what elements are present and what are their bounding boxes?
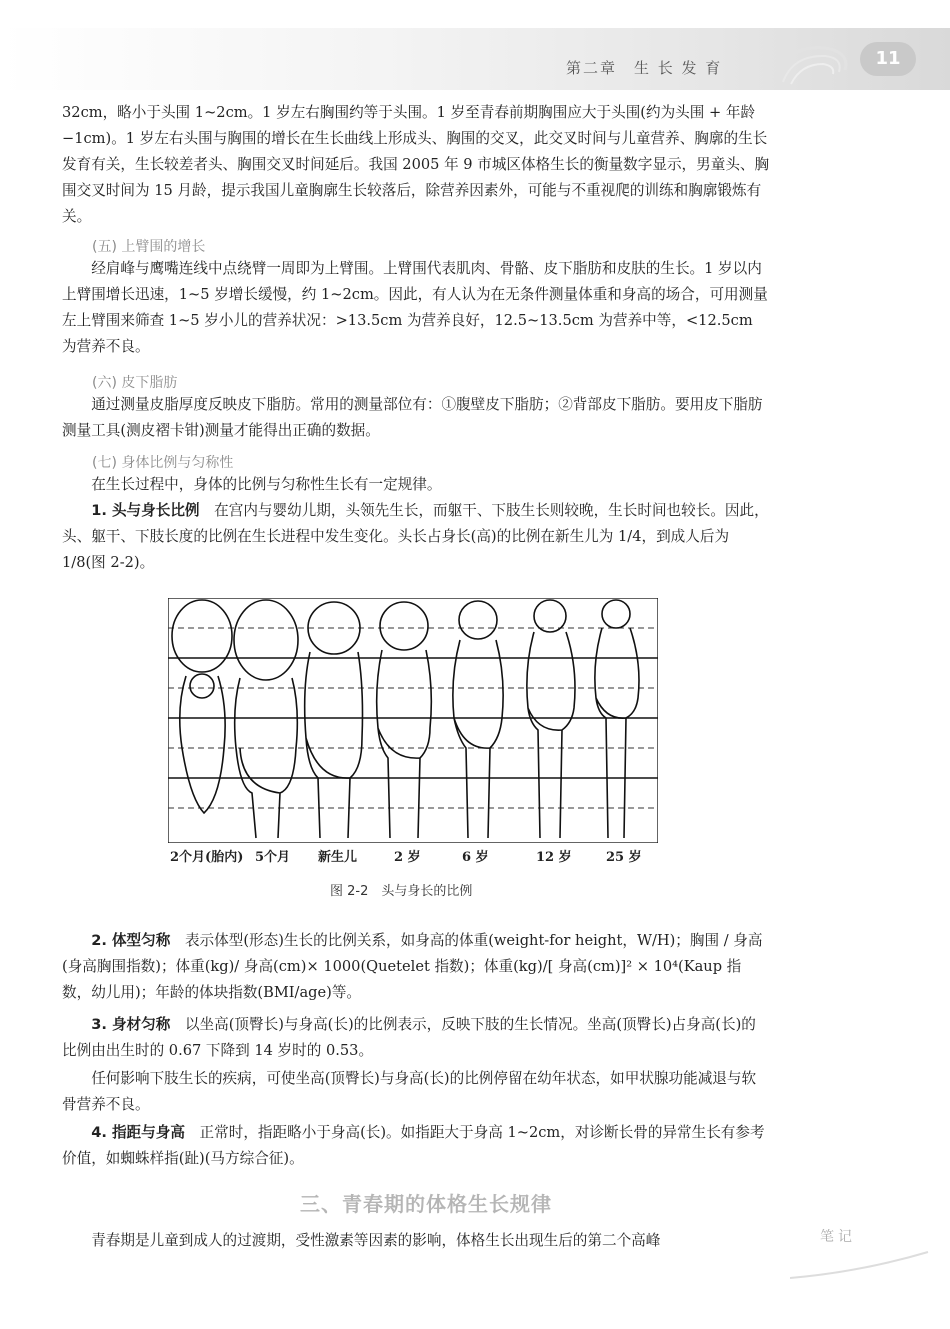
figure-label-5-months: 5个月 bbox=[255, 850, 291, 865]
item-head-length-title: 1. 头与身长比例 bbox=[91, 502, 200, 519]
paragraph-chest: 32cm，略小于头围 1~2cm。1 岁左右胸围约等于头围。1 岁至青春前期胸围应大于头围(约为头围 + 年龄 −1cm)。1 岁左右头围与胸围的增长在生长曲线上形成头、胸围的交叉，此交叉时间与儿童营养、胸廓的生长发育有关，生长较差者头、胸围交叉时间延后。我国 2005 年 9 市城区体格生长的衡量数字显示，男童头、胸围交叉时间为 15 月龄，提示我国儿童胸廓生长较落后，除营养因素外，可能与不重视爬的训练和胸廓锻炼有关。 bbox=[62, 104, 770, 225]
item-arm-span-title: 4. 指距与身高 bbox=[91, 1124, 185, 1141]
paragraph-subcutaneous-fat: 通过测量皮脂厚度反映皮下脂肪。常用的测量部位有：①腹壁皮下脂肪；②背部皮下脂肪。要用皮下脂肪测量工具(测皮褶卡钳)测量才能得出正确的数据。 bbox=[62, 396, 763, 439]
subheading-subcutaneous-fat: (六) 皮下脂肪 bbox=[92, 375, 178, 391]
margin-line-decoration bbox=[790, 1250, 930, 1280]
item-stature-text: 以坐高(顶臀长)与身高(长)的比例表示，反映下肢的生长情况。坐高(顶臀长)占身高(长)的比例由出生时的 0.67 下降到 14 岁时的 0.53。 bbox=[62, 1016, 756, 1059]
figure-label-12-years: 12 岁 bbox=[536, 850, 572, 865]
item-head-length-ratio bbox=[62, 498, 770, 576]
proportion-figure bbox=[168, 598, 658, 843]
figure-label-25-years: 25 岁 bbox=[606, 850, 642, 865]
section-title-puberty: 三、青春期的体格生长规律 bbox=[300, 1192, 552, 1216]
figure-caption: 图 2-2 头与身长的比例 bbox=[330, 884, 473, 899]
paragraph-body-proportion: 在生长过程中，身体的比例与匀称性生长有一定规律。 bbox=[91, 476, 442, 493]
item-stature-title: 3. 身材匀称 bbox=[91, 1016, 171, 1033]
figure-label-2-months: 2个月(胎内) bbox=[170, 850, 244, 865]
subheading-body-proportion: (七) 身体比例与匀称性 bbox=[92, 455, 234, 471]
figure-label-newborn: 新生儿 bbox=[318, 850, 358, 865]
chapter-title: 第二章 生 长 发 育 bbox=[566, 59, 723, 77]
item-body-shape bbox=[62, 928, 770, 1006]
item-body-shape-title: 2. 体型匀称 bbox=[91, 932, 171, 949]
figure-label-6-years: 6 岁 bbox=[462, 850, 489, 865]
item-body-shape-text: 表示体型(形态)生长的比例关系，如身高的体重(weight-for height，W/H)；胸围 / 身高(身高胸围指数)；体重(kg)/ 身高(cm)× 1000(Quetelet 指数)；体重(kg)/[ 身高(cm)]² × 10⁴(Kaup 指数，幼儿用)；年龄的体块指数(BMI/age)等。 bbox=[62, 932, 763, 1001]
figure-label-2-years: 2 岁 bbox=[394, 850, 421, 865]
item-head-length-text: 在宫内与婴幼儿期，头领先生长，而躯干、下肢生长则较晚，生长时间也较长。因此，头、躯干、下肢长度的比例在生长进程中发生变化。头长占身长(高)的比例在新生儿为 1/4，到成人后为 1/8(图 2-2)。 bbox=[62, 502, 769, 571]
paragraph-puberty: 青春期是儿童到成人的过渡期，受性激素等因素的影响，体格生长出现生后的第二个高峰 bbox=[91, 1232, 661, 1249]
item-arm-span bbox=[62, 1120, 770, 1172]
subheading-upper-arm: (五) 上臂围的增长 bbox=[92, 239, 206, 255]
margin-notes-label: 笔记 bbox=[820, 1229, 856, 1245]
item-stature bbox=[62, 1012, 770, 1064]
paragraph-lower-limb: 任何影响下肢生长的疾病，可使坐高(顶臀长)与身高(长)的比例停留在幼年状态，如甲状腺功能减退与软骨营养不良。 bbox=[62, 1070, 757, 1113]
page-number: 11 bbox=[860, 42, 916, 76]
swirl-decoration-icon bbox=[765, 40, 855, 90]
paragraph-upper-arm: 经肩峰与鹰嘴连线中点绕臂一周即为上臂围。上臂围代表肌肉、骨骼、皮下脂肪和皮肤的生长。1 岁以内上臂围增长迅速，1~5 岁增长缓慢，约 1~2cm。因此，有人认为在无条件测量体重和身高的场合，可用测量左上臂围来筛查 1~5 岁小儿的营养状况：>13.5cm 为营养良好，12.5~13.5cm 为营养中等，<12.5cm 为营养不良。 bbox=[62, 260, 768, 355]
item-arm-span-text: 正常时，指距略小于身高(长)。如指距大于身高 1~2cm，对诊断长骨的异常生长有参考价值，如蜘蛛样指(趾)(马方综合征)。 bbox=[62, 1124, 765, 1167]
